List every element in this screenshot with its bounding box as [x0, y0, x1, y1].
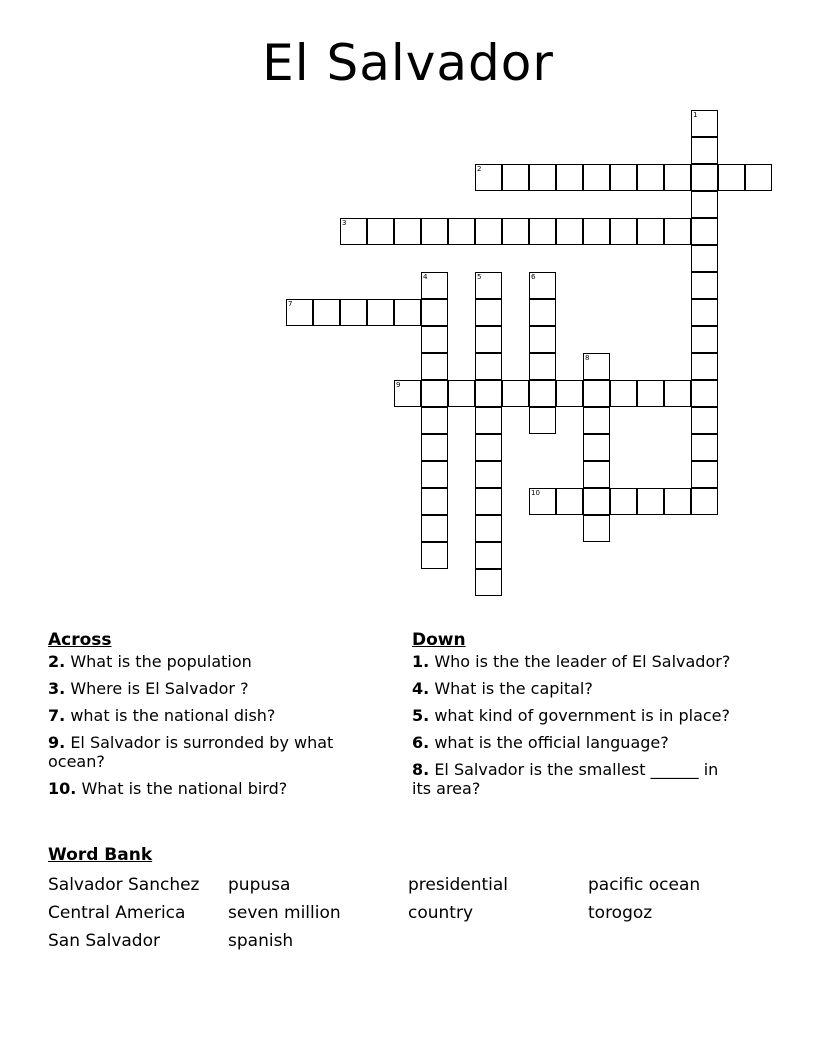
grid-cell[interactable]	[475, 461, 502, 488]
clue-number: 5.	[412, 706, 430, 725]
grid-cell[interactable]	[475, 488, 502, 515]
grid-cell[interactable]	[421, 407, 448, 434]
clue-number-label: 4	[423, 273, 428, 281]
clue-number: 3.	[48, 679, 66, 698]
grid-cell[interactable]	[691, 137, 718, 164]
down-clue	[412, 733, 742, 752]
grid-cell[interactable]	[583, 164, 610, 191]
grid-cell[interactable]	[529, 353, 556, 380]
grid-cell[interactable]	[637, 218, 664, 245]
clue-number-label: 9	[396, 381, 401, 389]
grid-cell[interactable]	[394, 218, 421, 245]
grid-cell[interactable]	[664, 218, 691, 245]
word-bank-heading: Word Bank	[48, 845, 153, 865]
grid-cell[interactable]	[556, 380, 583, 407]
grid-cell[interactable]	[529, 326, 556, 353]
grid-cell[interactable]	[475, 434, 502, 461]
grid-cell[interactable]	[664, 488, 691, 515]
clue-number-label: 8	[585, 354, 590, 362]
grid-cell[interactable]	[394, 380, 421, 407]
grid-cell[interactable]	[475, 380, 502, 407]
grid-cell[interactable]	[691, 380, 718, 407]
grid-cell[interactable]	[691, 164, 718, 191]
clue-text: Where is El Salvador ?	[70, 679, 249, 698]
grid-cell[interactable]	[583, 434, 610, 461]
grid-cell[interactable]	[529, 380, 556, 407]
grid-cell[interactable]	[475, 299, 502, 326]
grid-cell[interactable]	[664, 380, 691, 407]
grid-cell[interactable]	[421, 218, 448, 245]
grid-cell[interactable]	[313, 299, 340, 326]
grid-cell[interactable]	[583, 353, 610, 380]
word-bank-word: Central America	[48, 903, 186, 923]
grid-cell[interactable]	[421, 488, 448, 515]
grid-cell[interactable]	[583, 380, 610, 407]
down-clues	[412, 630, 742, 806]
down-clue	[412, 706, 742, 725]
down-clue	[412, 679, 742, 698]
across-clue	[48, 733, 378, 771]
clue-number: 10.	[48, 779, 77, 798]
grid-cell[interactable]	[421, 353, 448, 380]
word-bank-word: pacific ocean	[588, 875, 701, 895]
grid-cell[interactable]	[421, 434, 448, 461]
grid-cell[interactable]	[421, 299, 448, 326]
grid-cell[interactable]	[421, 515, 448, 542]
grid-cell[interactable]	[583, 407, 610, 434]
grid-cell[interactable]	[529, 218, 556, 245]
clue-number: 1.	[412, 652, 430, 671]
grid-cell[interactable]	[529, 488, 556, 515]
clue-number: 7.	[48, 706, 66, 725]
grid-cell[interactable]	[421, 272, 448, 299]
grid-cell[interactable]	[556, 218, 583, 245]
grid-cell[interactable]	[340, 299, 367, 326]
grid-cell[interactable]	[448, 380, 475, 407]
grid-cell[interactable]	[583, 515, 610, 542]
grid-cell[interactable]	[475, 326, 502, 353]
grid-cell[interactable]	[691, 488, 718, 515]
clue-number: 6.	[412, 733, 430, 752]
clue-text: What is the capital?	[434, 679, 593, 698]
grid-cell[interactable]	[664, 164, 691, 191]
grid-cell[interactable]	[691, 461, 718, 488]
grid-cell[interactable]	[691, 110, 718, 137]
grid-cell[interactable]	[421, 461, 448, 488]
grid-cell[interactable]	[529, 299, 556, 326]
clue-text: Who is the the leader of El Salvador?	[434, 652, 731, 671]
grid-cell[interactable]	[448, 218, 475, 245]
grid-cell[interactable]	[718, 164, 745, 191]
grid-cell[interactable]	[529, 407, 556, 434]
clue-text: what kind of government is in place?	[434, 706, 731, 725]
down-heading: Down	[412, 630, 466, 650]
clue-text: what is the national dish?	[70, 706, 276, 725]
grid-cell[interactable]	[691, 245, 718, 272]
grid-cell[interactable]	[637, 164, 664, 191]
across-clue	[48, 679, 378, 698]
grid-cell[interactable]	[691, 272, 718, 299]
grid-cell[interactable]	[421, 542, 448, 569]
word-bank-word: seven million	[228, 903, 341, 923]
clue-text: what is the official language?	[434, 733, 669, 752]
clue-number-label: 3	[342, 219, 347, 227]
grid-cell[interactable]	[475, 218, 502, 245]
grid-cell[interactable]	[502, 380, 529, 407]
word-bank-word: country	[408, 903, 474, 923]
grid-cell[interactable]	[610, 488, 637, 515]
grid-cell[interactable]	[610, 218, 637, 245]
grid-cell[interactable]	[475, 272, 502, 299]
clue-text: El Salvador is surronded by what ocean?	[48, 733, 334, 771]
grid-cell[interactable]	[583, 488, 610, 515]
grid-cell[interactable]	[583, 461, 610, 488]
grid-cell[interactable]	[475, 407, 502, 434]
grid-cell[interactable]	[421, 326, 448, 353]
grid-cell[interactable]	[394, 299, 421, 326]
across-clue	[48, 706, 378, 725]
clue-number: 2.	[48, 652, 66, 671]
grid-cell[interactable]	[691, 407, 718, 434]
grid-cell[interactable]	[475, 515, 502, 542]
grid-cell[interactable]	[421, 380, 448, 407]
grid-cell[interactable]	[475, 569, 502, 596]
word-bank-word: torogoz	[588, 903, 653, 923]
grid-cell[interactable]	[637, 380, 664, 407]
grid-cell[interactable]	[556, 488, 583, 515]
grid-cell[interactable]	[286, 299, 313, 326]
clue-number: 8.	[412, 760, 430, 779]
grid-cell[interactable]	[367, 299, 394, 326]
grid-cell[interactable]	[340, 218, 367, 245]
grid-cell[interactable]	[691, 353, 718, 380]
grid-cell[interactable]	[691, 326, 718, 353]
grid-cell[interactable]	[610, 380, 637, 407]
word-bank-word: Salvador Sanchez	[48, 875, 200, 895]
across-heading: Across	[48, 630, 112, 650]
clue-number: 9.	[48, 733, 66, 752]
grid-cell[interactable]	[502, 164, 529, 191]
puzzle-title: El Salvador	[262, 34, 554, 92]
grid-cell[interactable]	[610, 164, 637, 191]
down-clue	[412, 652, 742, 671]
clue-number-label: 7	[288, 300, 293, 308]
grid-cell[interactable]	[691, 434, 718, 461]
clue-number-label: 6	[531, 273, 536, 281]
word-bank-word: San Salvador	[48, 931, 160, 951]
word-bank-word: spanish	[228, 931, 294, 951]
across-clue	[48, 652, 378, 671]
word-bank-word: presidential	[408, 875, 508, 895]
grid-cell[interactable]	[502, 218, 529, 245]
word-bank-word: pupusa	[228, 875, 291, 895]
grid-cell[interactable]	[475, 164, 502, 191]
clue-number: 4.	[412, 679, 430, 698]
across-clues	[48, 630, 378, 806]
grid-cell[interactable]	[556, 164, 583, 191]
grid-cell[interactable]	[529, 272, 556, 299]
clue-text: What is the national bird?	[81, 779, 288, 798]
clue-text: El Salvador is the smallest ______ in its area?	[412, 760, 719, 798]
grid-cell[interactable]	[475, 542, 502, 569]
clue-number-label: 10	[531, 489, 540, 497]
grid-cell[interactable]	[691, 218, 718, 245]
grid-cell[interactable]	[691, 191, 718, 218]
down-clue	[412, 760, 742, 798]
grid-cell[interactable]	[367, 218, 394, 245]
clue-number-label: 1	[693, 111, 698, 119]
grid-cell[interactable]	[691, 299, 718, 326]
clue-text: What is the population	[70, 652, 252, 671]
across-clue	[48, 779, 378, 798]
grid-cell[interactable]	[637, 488, 664, 515]
clue-number-label: 2	[477, 165, 482, 173]
grid-cell[interactable]	[583, 218, 610, 245]
grid-cell[interactable]	[475, 353, 502, 380]
clue-number-label: 5	[477, 273, 482, 281]
grid-cell[interactable]	[529, 164, 556, 191]
grid-cell[interactable]	[745, 164, 772, 191]
